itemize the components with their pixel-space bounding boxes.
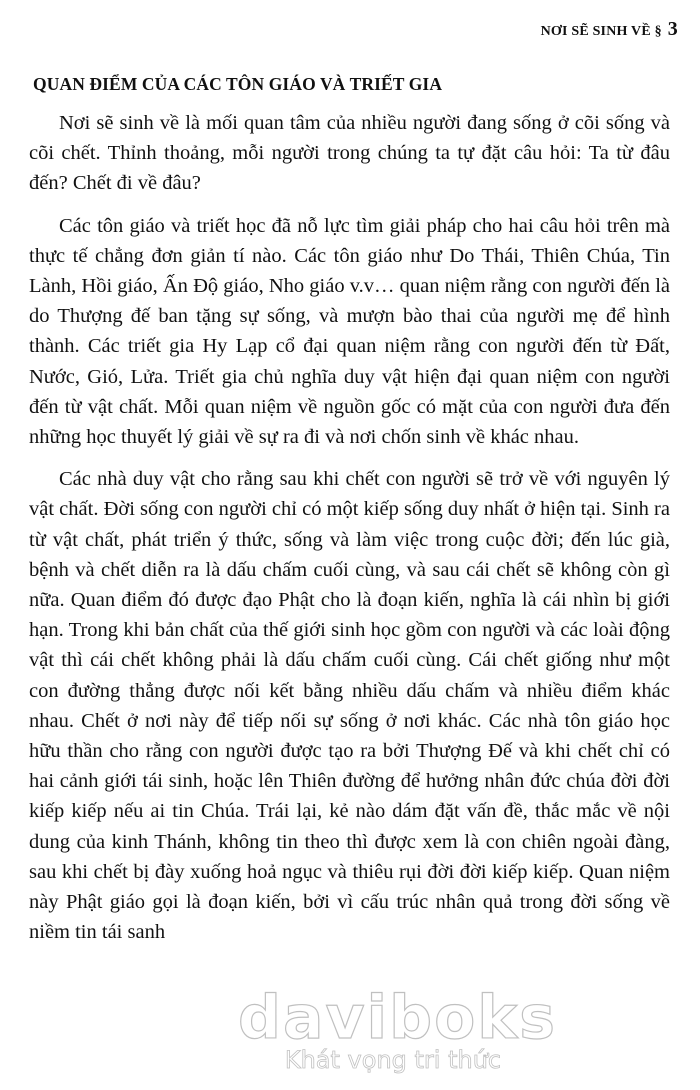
- watermark: [238, 983, 557, 1074]
- paragraph-3: Các nhà duy vật cho rằng sau khi chết con người sẽ trở về với nguyên lý vật chất. Đời sống con người chỉ có một kiếp sống duy nhất ở hiện tại. Sinh ra từ vật chất, phát triển ý thức, sống và làm việc trong cuộc đời; đến lúc già, bệnh và chết diễn ra là dấu chấm cuối cùng, và sau cái chết sẽ không còn gì nữa. Quan điểm đó được đạo Phật cho là đoạn kiến, nghĩa là cái nhìn bị giới hạn. Trong khi bản chất của thế giới sinh học gồm con người và các loài động vật thì cái chết không phải là dấu chấm cuối cùng. Cái chết giống như một con đường thẳng được nối kết bằng nhiều dấu chấm và nhiều điểm khác nhau. Chết ở nơi này để tiếp nối sự sống ở nơi khác. Các nhà tôn giáo học hữu thần cho rằng con người được tạo ra bởi Thượng Đế và khi chết chỉ có hai cảnh giới tái sinh, hoặc lên Thiên đường để hưởng nhân đức chúa đời đời kiếp kiếp nếu ai tin Chúa. Trái lại, kẻ nào dám đặt vấn đề, thắc mắc về nội dung của kinh Thánh, không tin theo thì được xem là con chiên ngoài đàng, sau khi chết bị đày xuống hoả ngục và thiêu rụi đời đời kiếp kiếp. Quan niệm này Phật giáo gọi là đoạn kiến, bởi vì cấu trúc nhân quả trong đời sống về niềm tin tái sanh: [29, 468, 670, 944]
- running-header-title: NƠI SẼ SINH VỀ §: [540, 24, 662, 39]
- watermark-tagline: Khát vọng tri thức: [284, 1046, 502, 1074]
- paragraph-2: Các tôn giáo và triết học đã nỗ lực tìm giải pháp cho hai câu hỏi trên mà thực tế chẳng đơn giản tí nào. Các tôn giáo như Do Thái, Thiên Chúa, Tin Lành, Hồi giáo, Ấn Độ giáo, Nho giáo v.v… quan niệm rằng con người đến là do Thượng đế ban tặng sự sống, và mượn bào thai của người mẹ để hình thành. Các triết gia Hy Lạp cổ đại quan niệm rằng con người đến từ Đất, Nước, Gió, Lửa. Triết gia chủ nghĩa duy vật hiện đại quan niệm con người đến từ vật chất. Mỗi quan niệm về nguồn gốc có mặt của con người đưa đến những học thuyết lý giải về sự ra đi và nơi chốn sinh về khác nhau.: [29, 214, 670, 449]
- paragraph-1: Nơi sẽ sinh về là mối quan tâm của nhiều người đang sống ở cõi sống và cõi chết. Thỉnh thoảng, mỗi người trong chúng ta tự đặt câu hỏi: Ta từ đâu đến? Chết đi về đâu?: [29, 112, 670, 195]
- watermark-brand: daviboks: [238, 983, 557, 1053]
- page-number: 3: [667, 18, 678, 40]
- body-text: [29, 108, 670, 959]
- section-heading: QUAN ĐIỂM CỦA CÁC TÔN GIÁO VÀ TRIẾT GIA: [33, 74, 443, 94]
- running-header: [541, 18, 678, 41]
